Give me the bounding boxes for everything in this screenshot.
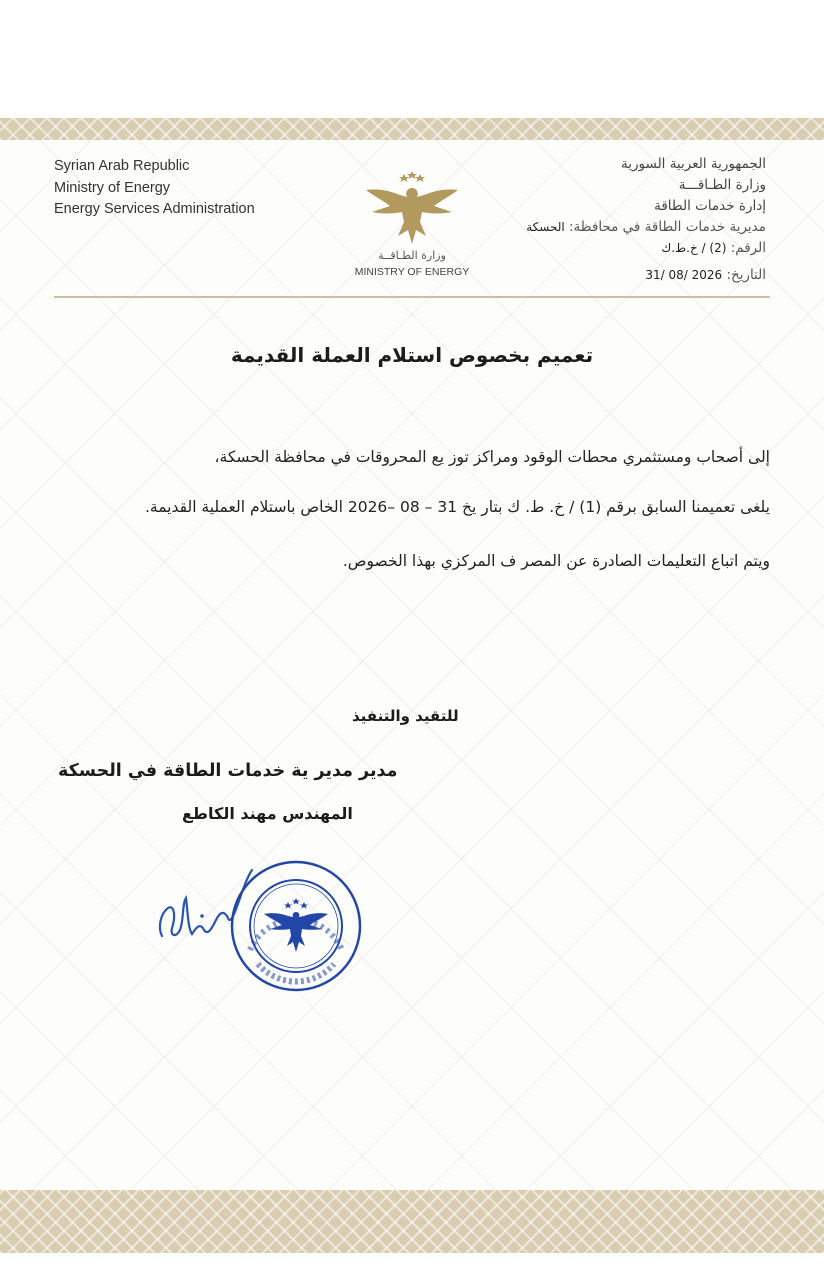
signatory-title: مدير مدير ية خدمات الطاقة في الحسكة [58,761,398,781]
arabic-header-line: الجمهورية العربية السورية [621,156,766,172]
document-title: تعميم بخصوص استلام العملة القديمة [230,343,594,367]
english-header [54,156,255,221]
closing-line: للتقيد والتنفيذ [352,707,459,725]
body-paragraph: يلغى تعميمنا السابق برقم (1) / خ. ط. ك بتار يخ 31 – 08 –2026 الخاص باستلام العملية القديمة. [144,498,770,516]
directorate-value: الحسكة [526,220,565,234]
english-header-line: Energy Services Administration [54,201,255,217]
emblem-label-arabic: وزارة الطـاقــة [378,249,446,262]
arabic-header-line: وزارة الطـاقـــة [678,177,766,193]
english-header-line: Syrian Arab Republic [54,158,190,174]
reference-line [526,238,766,259]
date-value: 31/ 08/ 2026 [645,268,723,282]
header-divider [54,296,770,298]
directorate-line [526,217,766,238]
signatory-name: المهندس مهند الكاطع [182,804,353,823]
emblem-label-english: MINISTRY OF ENERGY [354,266,470,278]
arabic-header-line: إدارة خدمات الطاقة [654,198,766,214]
body-paragraph: إلى أصحاب ومستثمري محطات الوقود ومراكز توز يع المحروقات في محافظة الحسكة، [214,448,770,466]
english-header-line: Ministry of Energy [54,179,171,196]
reference-value: (2) / خ.ط.ك [661,241,727,255]
reference-label: الرقم: [730,240,766,256]
official-stamp [228,858,364,994]
top-ornament-band [0,118,824,140]
body-paragraph: ويتم اتباع التعليمات الصادرة عن المصر ف المركزي بهذا الخصوص. [342,552,770,570]
arabic-header [526,154,766,286]
bottom-ornament-band [0,1190,824,1253]
eagle-emblem-icon [352,168,472,248]
date-label: التاريخ: [726,267,766,283]
directorate-label: مديرية خدمات الطاقة في محافظة: [569,219,766,235]
date-line [526,265,766,286]
